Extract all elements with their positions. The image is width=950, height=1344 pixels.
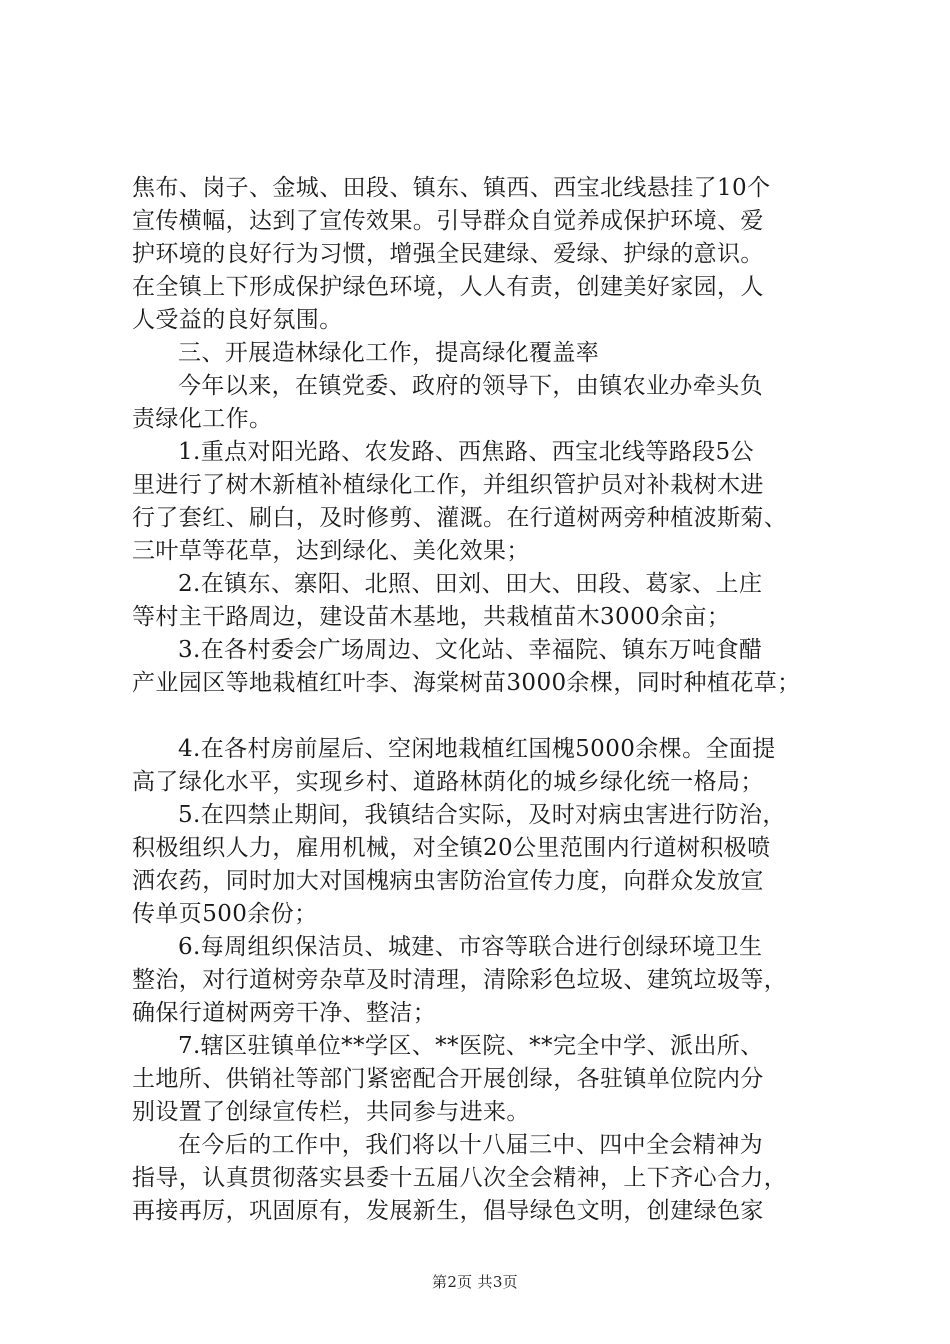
text-line: 护环境的良好行为习惯，增强全民建绿、爱绿、护绿的意识。 (132, 241, 764, 267)
text-line: 确保行道树两旁干净、整洁； (132, 1000, 437, 1026)
text-line: 三叶草等花草，达到绿化、美化效果； (132, 538, 530, 564)
text-line: 土地所、供销社等部门紧密配合开展创绿，各驻镇单位院内分 (132, 1066, 764, 1092)
text-line: 指导，认真贯彻落实县委十五届八次全会精神，上下齐心合力， (132, 1165, 788, 1191)
text-line: 高了绿化水平，实现乡村、道路林荫化的城乡绿化统一格局； (132, 769, 764, 795)
text-line: 在全镇上下形成保护绿色环境，人人有责，创建美好家园，人 (132, 274, 764, 300)
text-line: 6.每周组织保洁员、城建、市容等联合进行创绿环境卫生 (178, 934, 763, 960)
text-line: 责绿化工作。 (132, 406, 273, 432)
text-line: 行了套红、刷白，及时修剪、灌溉。在行道树两旁种植波斯菊、 (132, 505, 788, 531)
text-line: 别设置了创绿宣传栏，共同参与进来。 (132, 1099, 530, 1125)
page-footer: 第2页 共3页 (432, 1273, 518, 1291)
text-line: 3.在各村委会广场周边、文化站、幸福院、镇东万吨食醋 (178, 637, 763, 663)
text-line: 产业园区等地栽植红叶李、海棠树苗3000余棵，同时种植花草； (132, 670, 801, 696)
text-line: 宣传横幅，达到了宣传效果。引导群众自觉养成保护环境、爱 (132, 208, 764, 234)
text-line: 再接再厉，巩固原有，发展新生，倡导绿色文明，创建绿色家 (132, 1198, 764, 1224)
text-line: 人受益的良好氛围。 (132, 307, 343, 333)
text-line: 2.在镇东、寨阳、北照、田刘、田大、田段、葛家、上庄 (178, 571, 763, 597)
text-line: 7.辖区驻镇单位**学区、**医院、**完全中学、派出所、 (178, 1033, 764, 1059)
text-line: 洒农药，同时加大对国槐病虫害防治宣传力度，向群众发放宣 (132, 868, 764, 894)
text-line: 今年以来，在镇党委、政府的领导下，由镇农业办牵头负 (178, 373, 763, 399)
document-body (132, 172, 850, 1228)
text-line: 里进行了树木新植补植绿化工作，并组织管护员对补栽树木进 (132, 472, 764, 498)
text-line: 积极组织人力，雇用机械，对全镇20公里范围内行道树积极喷 (132, 835, 771, 861)
text-line: 4.在各村房前屋后、空闲地栽植红国槐5000余棵。全面提 (178, 736, 776, 762)
text-line: 整治，对行道树旁杂草及时清理，清除彩色垃圾、建筑垃圾等， (132, 967, 788, 993)
text-line: 传单页500余份； (132, 901, 318, 927)
text-line: 在今后的工作中，我们将以十八届三中、四中全会精神为 (178, 1132, 763, 1158)
text-line: 5.在四禁止期间，我镇结合实际，及时对病虫害进行防治， (178, 802, 786, 828)
text-line: 焦布、岗子、金城、田段、镇东、镇西、西宝北线悬挂了10个 (132, 175, 771, 201)
text-line: 三、开展造林绿化工作，提高绿化覆盖率 (178, 340, 600, 366)
blank-line (132, 700, 850, 733)
text-line: 1.重点对阳光路、农发路、西焦路、西宝北线等路段5公 (178, 439, 754, 465)
text-line: 等村主干路周边，建设苗木基地，共栽植苗木3000余亩； (132, 604, 731, 630)
